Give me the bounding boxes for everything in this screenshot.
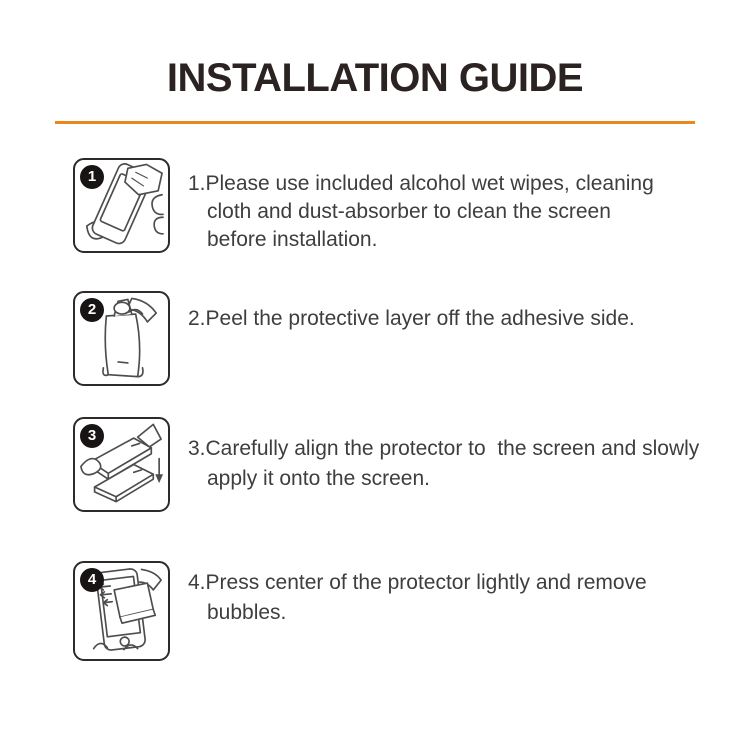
title-divider [55, 121, 695, 124]
step-1-illustration-box [73, 158, 170, 253]
step-3-text-line-2: apply it onto the screen. [207, 467, 430, 490]
step-2-text-line-1: 2.Peel the protective layer off the adhesive side. [188, 307, 635, 330]
step-1-text [188, 170, 654, 254]
step-4-text [188, 568, 647, 628]
step-4-text-line-1: 4.Press center of the protector lightly and remove [188, 571, 647, 594]
page-title: INSTALLATION GUIDE [166, 56, 584, 100]
step-3-number-badge: 3 [80, 424, 104, 448]
step-2-text [188, 304, 635, 334]
step-4-illustration-box [73, 561, 170, 661]
step-3-text-line-1: 3.Carefully align the protector to the screen and slowly [188, 437, 700, 460]
step-3-illustration-box [73, 417, 170, 512]
step-3-text [188, 434, 699, 494]
step-1-text-line-2: cloth and dust-absorber to clean the screen [207, 200, 611, 223]
step-1-text-line-1: 1.Please use included alcohol wet wipes, cleaning [188, 172, 654, 195]
step-2-illustration-box [73, 291, 170, 386]
step-4-number-badge: 4 [80, 568, 104, 592]
step-1-number-badge: 1 [80, 165, 104, 189]
step-1-text-line-3: before installation. [207, 228, 378, 251]
step-4-text-line-2: bubbles. [207, 601, 287, 624]
step-2-number-badge: 2 [80, 298, 104, 322]
